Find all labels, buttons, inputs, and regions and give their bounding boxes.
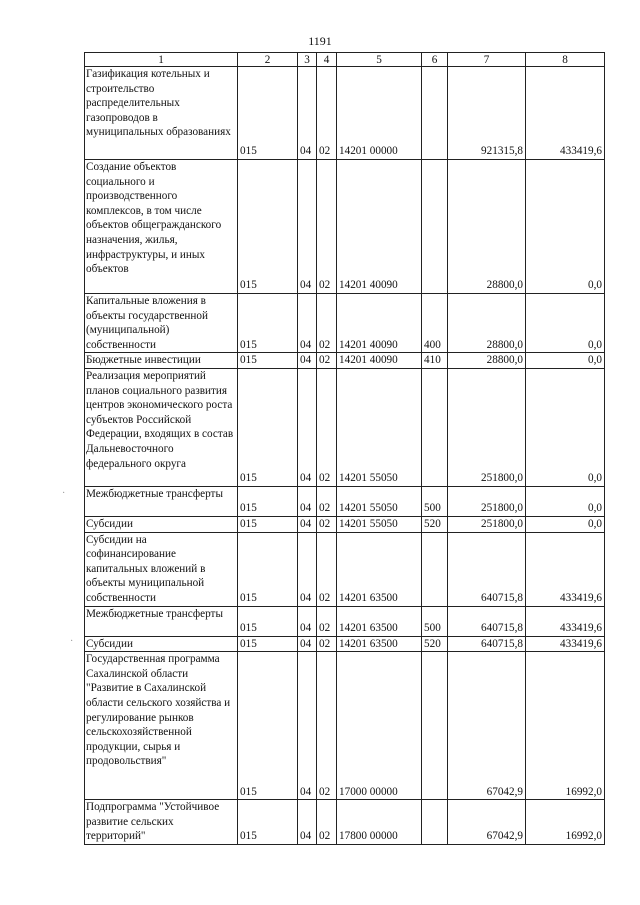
cell-c8: 0,0 [526, 368, 605, 486]
cell-c5: 14201 63500 [337, 606, 422, 636]
row-name-cell: Подпрограмма "Устойчивое развитие сельских территорий" [85, 800, 238, 845]
cell-c5: 14201 63500 [337, 532, 422, 606]
scan-mark: · [70, 636, 77, 647]
cell-c4: 02 [317, 532, 337, 606]
cell-c5: 14201 55050 [337, 516, 422, 532]
cell-c6: 400 [422, 294, 448, 353]
cell-c6 [422, 532, 448, 606]
row-name-cell: Реализация мероприятий планов социального развития центров экономического роста субъектов Российской Федерации, входящих в состав Дальневосточного федерального округа [85, 368, 238, 486]
cell-c3: 04 [298, 368, 317, 486]
cell-c7: 640715,8 [448, 606, 526, 636]
table-row [85, 368, 605, 486]
cell-c3: 04 [298, 486, 317, 516]
cell-c2: 015 [238, 294, 298, 353]
cell-c4: 02 [317, 606, 337, 636]
header-cell: 7 [448, 53, 526, 67]
cell-c4: 02 [317, 800, 337, 845]
cell-c3: 04 [298, 606, 317, 636]
cell-c5: 17800 00000 [337, 800, 422, 845]
page-number: 1191 [308, 34, 332, 48]
table-row [85, 486, 605, 516]
header-cell: 6 [422, 53, 448, 67]
cell-c4: 02 [317, 652, 337, 800]
cell-c5: 14201 63500 [337, 636, 422, 652]
row-name-cell: Газификация котельных и строительство распределительных газопроводов в муниципальных образованиях [85, 67, 238, 160]
cell-c7: 28800,0 [448, 294, 526, 353]
cell-c2: 015 [238, 532, 298, 606]
row-name-cell: Создание объектов социального и производственного комплексов, в том числе объектов общегражданского назначения, жилья, инфраструктуры, и иных объектов [85, 160, 238, 294]
table-row [85, 652, 605, 800]
cell-c8: 16992,0 [526, 800, 605, 845]
cell-c5: 14201 40090 [337, 353, 422, 369]
header-cell: 8 [526, 53, 605, 67]
cell-c6: 520 [422, 516, 448, 532]
cell-c2: 015 [238, 800, 298, 845]
cell-c5: 17000 00000 [337, 652, 422, 800]
cell-c4: 02 [317, 67, 337, 160]
cell-c7: 28800,0 [448, 160, 526, 294]
cell-c7: 640715,8 [448, 636, 526, 652]
cell-c8: 433419,6 [526, 67, 605, 160]
table-row [85, 532, 605, 606]
row-name-cell: Субсидии [85, 636, 238, 652]
cell-c6: 410 [422, 353, 448, 369]
cell-c3: 04 [298, 67, 317, 160]
cell-c8: 433419,6 [526, 532, 605, 606]
cell-c7: 67042,9 [448, 800, 526, 845]
header-cell: 1 [85, 53, 238, 67]
cell-c2: 015 [238, 67, 298, 160]
cell-c6 [422, 160, 448, 294]
cell-c5: 14201 00000 [337, 67, 422, 160]
cell-c5: 14201 40090 [337, 294, 422, 353]
cell-c4: 02 [317, 516, 337, 532]
row-name-cell: Межбюджетные трансферты [85, 486, 238, 516]
cell-c2: 015 [238, 636, 298, 652]
cell-c6: 500 [422, 486, 448, 516]
cell-c7: 640715,8 [448, 532, 526, 606]
cell-c7: 67042,9 [448, 652, 526, 800]
cell-c3: 04 [298, 532, 317, 606]
header-row [85, 53, 605, 67]
cell-c7: 28800,0 [448, 353, 526, 369]
cell-c6 [422, 652, 448, 800]
cell-c2: 015 [238, 160, 298, 294]
cell-c2: 015 [238, 606, 298, 636]
cell-c4: 02 [317, 486, 337, 516]
cell-c4: 02 [317, 353, 337, 369]
cell-c2: 015 [238, 652, 298, 800]
cell-c8: 433419,6 [526, 606, 605, 636]
cell-c7: 921315,8 [448, 67, 526, 160]
cell-c3: 04 [298, 353, 317, 369]
cell-c8: 0,0 [526, 294, 605, 353]
table-row [85, 516, 605, 532]
table-row [85, 636, 605, 652]
cell-c3: 04 [298, 636, 317, 652]
row-name-cell: Бюджетные инвестиции [85, 353, 238, 369]
cell-c4: 02 [317, 160, 337, 294]
cell-c7: 251800,0 [448, 486, 526, 516]
cell-c3: 04 [298, 800, 317, 845]
row-name-cell: Государственная программа Сахалинской области "Развитие в Сахалинской области сельского хозяйства и регулирование рынков сельскохозяйственной продукции, сырья и продовольствия" [85, 652, 238, 800]
scan-mark: · [62, 488, 69, 499]
header-cell: 4 [317, 53, 337, 67]
header-cell: 5 [337, 53, 422, 67]
row-name-cell: Субсидии на софинансирование капитальных вложений в объекты муниципальной собственности [85, 532, 238, 606]
cell-c3: 04 [298, 294, 317, 353]
cell-c6: 520 [422, 636, 448, 652]
table-row [85, 160, 605, 294]
cell-c8: 0,0 [526, 486, 605, 516]
cell-c8: 16992,0 [526, 652, 605, 800]
header-cell: 2 [238, 53, 298, 67]
table-row [85, 800, 605, 845]
cell-c2: 015 [238, 353, 298, 369]
cell-c7: 251800,0 [448, 368, 526, 486]
table-row [85, 67, 605, 160]
cell-c6 [422, 800, 448, 845]
table-row [85, 353, 605, 369]
row-name-cell: Межбюджетные трансферты [85, 606, 238, 636]
cell-c6 [422, 67, 448, 160]
cell-c8: 0,0 [526, 160, 605, 294]
cell-c8: 0,0 [526, 353, 605, 369]
row-name-cell: Субсидии [85, 516, 238, 532]
budget-table [84, 52, 605, 845]
cell-c4: 02 [317, 636, 337, 652]
table-row [85, 294, 605, 353]
cell-c2: 015 [238, 368, 298, 486]
cell-c3: 04 [298, 652, 317, 800]
cell-c8: 433419,6 [526, 636, 605, 652]
table-row [85, 606, 605, 636]
cell-c7: 251800,0 [448, 516, 526, 532]
cell-c6: 500 [422, 606, 448, 636]
row-name-cell: Капитальные вложения в объекты государственной (муниципальной) собственности [85, 294, 238, 353]
cell-c2: 015 [238, 516, 298, 532]
cell-c8: 0,0 [526, 516, 605, 532]
cell-c4: 02 [317, 368, 337, 486]
cell-c2: 015 [238, 486, 298, 516]
cell-c5: 14201 55050 [337, 368, 422, 486]
header-cell: 3 [298, 53, 317, 67]
cell-c5: 14201 55050 [337, 486, 422, 516]
cell-c3: 04 [298, 160, 317, 294]
cell-c5: 14201 40090 [337, 160, 422, 294]
cell-c3: 04 [298, 516, 317, 532]
cell-c6 [422, 368, 448, 486]
cell-c4: 02 [317, 294, 337, 353]
